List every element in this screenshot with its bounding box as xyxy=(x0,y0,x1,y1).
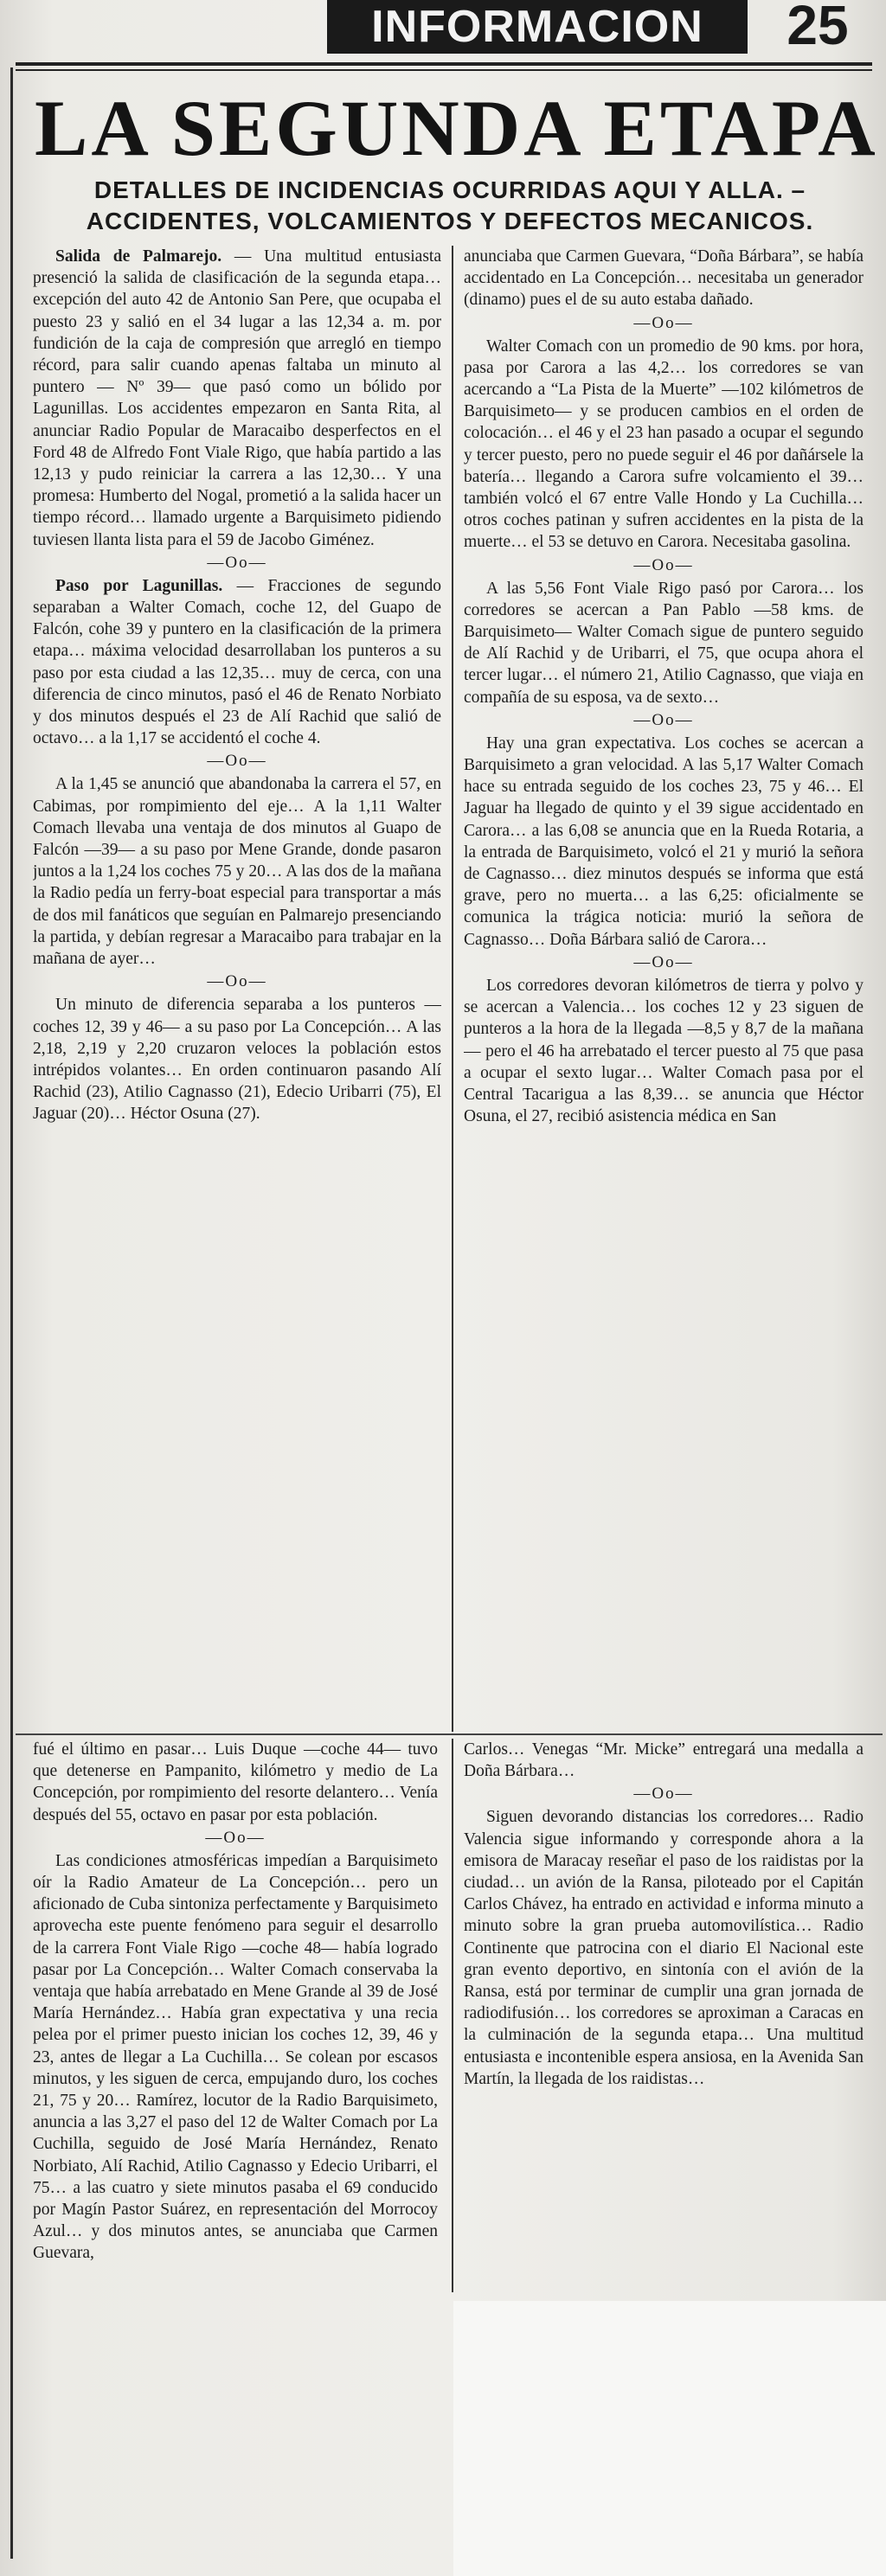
paragraph-lead: Salida de Palmarejo. xyxy=(55,247,222,266)
section-banner xyxy=(327,0,748,54)
paragraph: Las condiciones atmosféricas impedían a Barquisimeto oír la Radio Amateur de La Concepción… pero un aficionado de Cuba sintoniza perfectamente y Barquisimeto aprovecha este puente fenómeno para seguir el desarrollo de la carrera Font Viale Rigo —coche 48— había logrado pasar por La Concepción… Walter Comach conservaba la ventaja que había arrebatado en Mene Grande al 39 de José María Hernández… Había gran expectativa y una recia pelea por el primer puesto inician los coches 12, 39, 46 y 23, antes de llegar a La Cuchilla… Se colean por escasos minutos, y les siguen de cerca, empujando duro, los coches 21, 75 y 20… Ramírez, locutor de la Radio Barquisimeto, anuncia a las 3,27 el paso del 12 de Walter Comach por La Cuchilla, seguido de José María Hernández, Renato Norbiato, Alí Rachid, Atilio Cagnasso y Edecio Uribarri, el 75… a las cuatro y siete minutos pasaba el 69 conducido por Magín Pastor Suárez, en representación del Morrocoy Azul… y dos minutos antes, se anunciaba que Carmen Guevara, xyxy=(33,1851,438,2263)
article-column-4 xyxy=(464,1739,864,2292)
paragraph xyxy=(33,246,441,551)
separator: —Oo— xyxy=(633,710,694,729)
blank-margin xyxy=(453,2301,886,2576)
paragraph: Siguen devorando distancias los corredores… Radio Valencia sigue informando y corresponde ahora a la emisora de Maracay reseñar el paso de los raidistas por la ciudad… un avión de la Ransa, piloteado por el Capitán Carlos Chávez, ha entrado en actividad e informa minuto a minuto sobre la gran prueba automovilística… Radio Continente que patrocina con el diario El Nacional este gran evento deportivo, en sintonía con el avión de la Ransa, está por terminar de cumplir una gran jornada de radiodifusión… los corredores se aproximan a Caracas en la culminación de la segunda etapa… Una multitud entusiasta e incontenible espera ansiosa, en la Avenida San Martín, la llegada de los raidistas… xyxy=(464,1808,864,2088)
paragraph-text: — Fracciones de segundo separaban a Walter Comach, coche 12, del Guapo de Falcón, cohe 39 y puntero en la clasificación de la primera etapa… máxima velocidad desarrollaban los punteros a su paso por esta ciudad a las 12,35… muy de cerca, con una diferencia de cinco minutos, pasó el 46 de Renato Norbiato y dos minutos después el 23 de Alí Rachid que salió de octavo… a la 1,17 se accidentó el coche 4. xyxy=(33,576,441,748)
paragraph: Un minuto de diferencia separaba a los punteros —coches 12, 39 y 46— a su paso por La Concepción… A las 2,18, 2,19 y 2,20 cruzaron veloces la población estos intrépidos volantes… En orden continuaron pasando Alí Rachid (23), Atilio Cagnasso (21), Edecio Uribarri (75), El Jaguar (20)… Héctor Osuna (27). xyxy=(33,996,441,1124)
paragraph: Walter Comach con un promedio de 90 kms. por hora, pasa por Carora a las 4,2… los corredores se van acercando a “La Pista de la Muerte” —102 kilómetros de Barquisimeto— y se producen cambios en el orden de colocación… el 46 y el 23 han pasado a ocupar el segundo y tercer puesto, pero no puede seguir el 46 por dañársele la batería… llegando a Carora sufre volcamiento el 39… también volcó el 67 entre Valle Hondo y La Cuchilla… otros coches patinan y sufren accidentes en la pista de la muerte… el 53 se detuvo en Carora. Necesitaba gasolina. xyxy=(464,336,864,552)
paragraph: A la 1,45 se anunció que abandonaba la carrera el 57, en Cabimas, por rompimiento del eje… A la 1,11 Walter Comach llevaba una ventaja de dos minutos al Guapo de Falcón —39— a su paso por Mene Grande, donde pasaron juntos a la 1,24 los coches 75 y 20… A las dos de la mañana la Radio pedía un ferry-boat especial para transportar a más de dos mil fanáticos que seguían en Palmarejo presenciando la partida, y debían regresar a Maracaibo para trabajar en la mañana de ayer… xyxy=(33,775,441,969)
section-title: INFORMACION xyxy=(371,2,703,52)
column-divider xyxy=(452,1739,453,2292)
separator: —Oo— xyxy=(633,313,694,332)
separator: —Oo— xyxy=(205,1828,266,1847)
paragraph: A las 5,56 Font Viale Rigo pasó por Carora… los corredores se acercan a Pan Pablo —58 kms. de Barquisimeto— Walter Comach sigue de puntero seguido de Alí Rachid y de Uribarri, el 75, que ocupa ahora el tercer lugar… el número 21, Atilio Cagnasso, que viaja en compañía de su esposa, va de sexto… xyxy=(464,579,864,707)
paragraph: anunciaba que Carmen Guevara, “Doña Bárbara”, se había accidentado en La Concepción… necesitaba un generador (dinamo) pues el de su auto estaba dañado. xyxy=(464,247,864,310)
subheadline: DETALLES DE INCIDENCIAS OCURRIDAS AQUI Y ALLA. – ACCIDENTES, VOLCAMIENTOS Y DEFECTOS MECANICOS. xyxy=(86,176,814,234)
paragraph xyxy=(33,575,441,750)
fold-rule xyxy=(16,1733,883,1735)
top-rule-thin xyxy=(16,69,872,71)
page-number: 25 xyxy=(786,0,849,56)
left-border-rule xyxy=(10,67,13,2559)
article-column-1 xyxy=(33,246,441,1733)
paragraph-text: — Una multitud entusiasta presenció la salida de clasificación de la segunda etapa… excepción del auto 42 de Antonio San Pere, que ocupaba el puesto 23 y salió en el 34 lugar a las 12,34 a. m. por fundición de la caja de compresión que arregló en tiempo récord, para salir cuando apenas faltaba un minuto al puntero — Nº 39— que pasó como un bólido por Lagunillas. Los accidentes empezaron en Santa Rita, al anunciar Radio Popular de Maracaibo desperfectos en el Ford 48 de Alfredo Font Viale Rigo, que había partido a las 12,13 y pudo reiniciar la carrera a las 12,30… Y una promesa: Humberto del Nogal, prometió a la salida hacer un tiempo récord… llamado urgente a Barquisimeto pidiendo tuviesen llanta lista para el 59 de Jacobo Giménez. xyxy=(33,247,441,549)
separator: —Oo— xyxy=(633,1785,694,1804)
separator: —Oo— xyxy=(633,555,694,574)
separator: —Oo— xyxy=(207,752,267,771)
separator: —Oo— xyxy=(633,952,694,971)
separator: —Oo— xyxy=(207,553,267,572)
paragraph: fué el último en pasar… Luis Duque —coche 44— tuvo que detenerse en Pampanito, kilómetro y medio de La Concepción, por rompimiento del resorte delantero… Venía después del 55, octavo en pasar por esta población. xyxy=(33,1740,438,1824)
top-rule xyxy=(16,62,872,66)
column-divider xyxy=(452,246,453,1732)
headline: LA SEGUNDA ETAPA xyxy=(35,84,879,172)
paragraph-lead: Paso por Lagunillas. xyxy=(55,576,223,595)
article-column-2 xyxy=(464,246,864,1733)
article-column-3 xyxy=(33,1739,438,2569)
paragraph: Carlos… Venegas “Mr. Micke” entregará una medalla a Doña Bárbara… xyxy=(464,1740,864,1781)
paragraph: Los corredores devoran kilómetros de tierra y polvo y se acercan a Valencia… los coches 12 y 23 siguen de punteros a la hora de la llegada —8,5 y 8,7 de la mañana— pero el 46 ha arrebatado el tercer puesto al 75 que pasa a ocupar el sexto lugar… Walter Comach pasa por el Central Tacarigua a las 8,39… se anuncia que Héctor Osuna, el 27, recibió asistencia médica en San xyxy=(464,976,864,1126)
separator: —Oo— xyxy=(207,972,267,991)
paragraph: Hay una gran expectativa. Los coches se acercan a Barquisimeto a gran velocidad. A las 5,17 Walter Comach hace su entrada seguido de los coches 23, 75 y 46… El Jaguar ha llegado de quinto y el 39 sigue accidentado en Carora… a las 6,08 se anuncia que en la Rueda Rotaria, a la entrada de Barquisimeto, volcó el 21 y murió la señora de Cagnasso… diez minutos después se informa que está grave, pero no muerta… a las 6,25: oficialmente se comunica la trágica noticia: murió la señora de Cagnasso… Doña Bárbara salió de Carora… xyxy=(464,734,864,949)
